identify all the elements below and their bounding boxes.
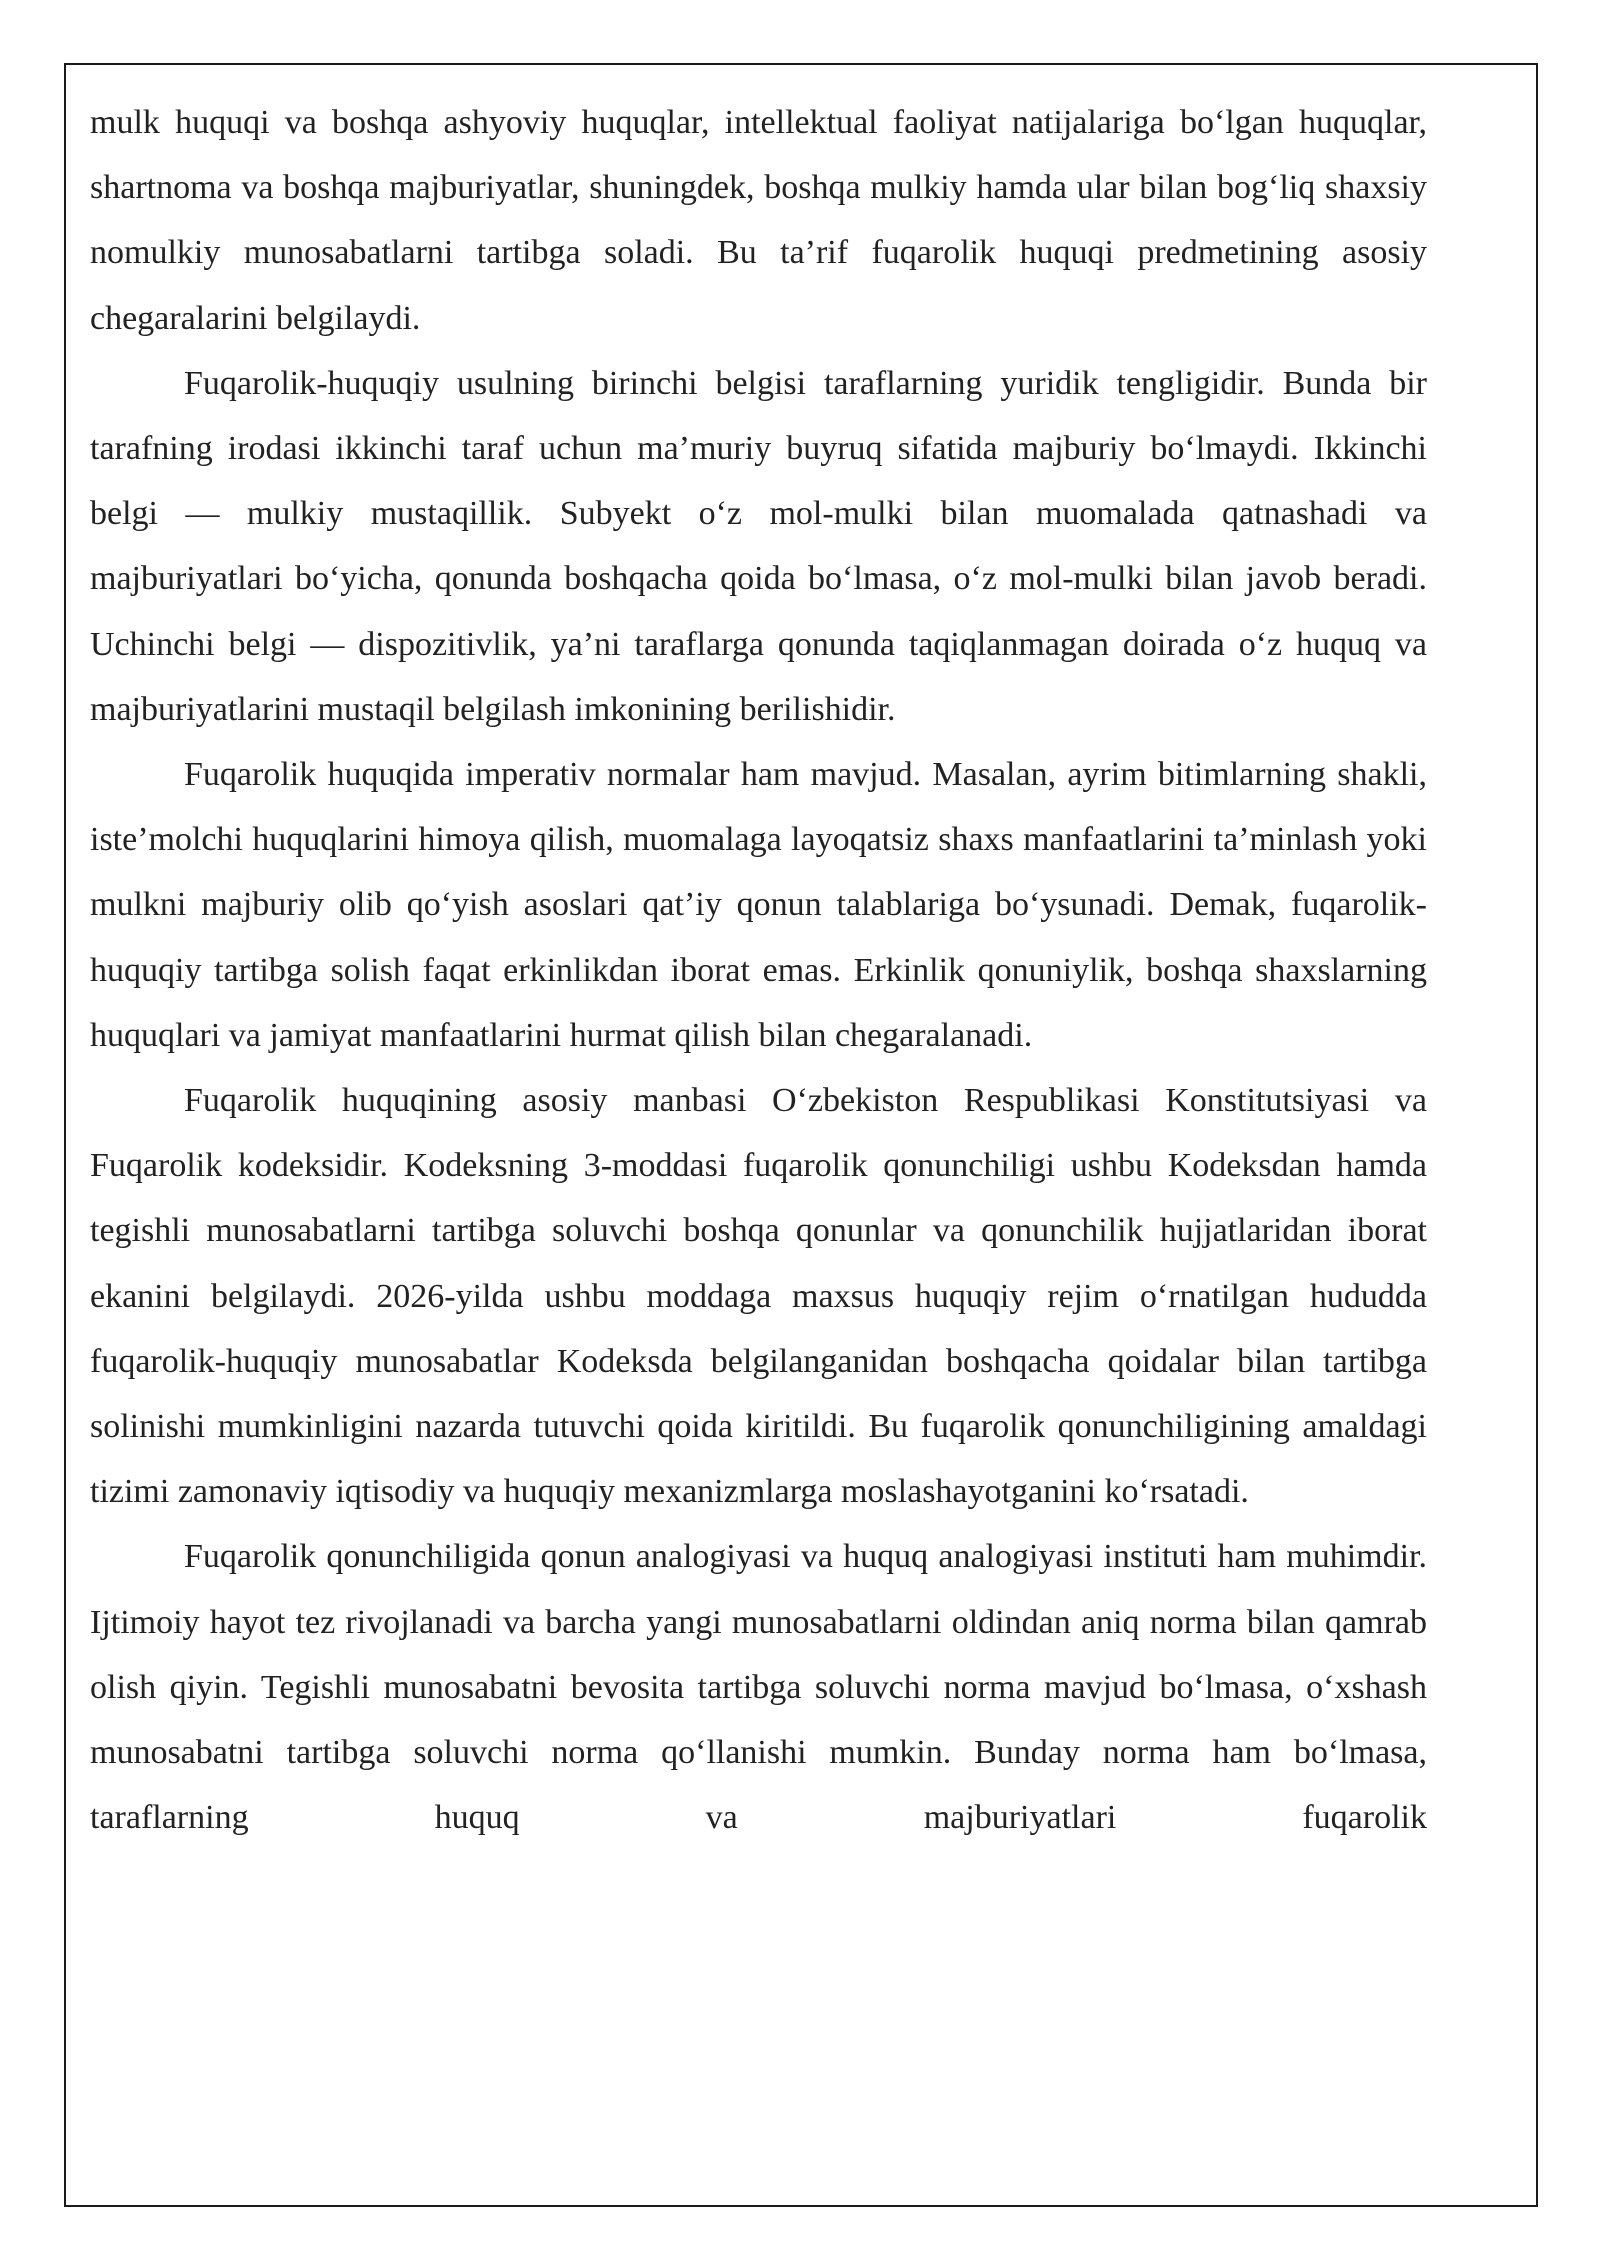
paragraph-2: Fuqarolik-huquqiy usulning birinchi belgisi taraflarning yuridik tengligidir. Bunda bir tarafning irodasi ikkinchi taraf uchun ma’muriy buyruq sifatida majburiy bo‘lmaydi. Ikkinchi belgi — mulkiy mustaqillik. Subyekt o‘z mol-mulki bilan muomalada qatnashadi va majburiyatlari bo‘yicha, qonunda boshqacha qoida bo‘lmasa, o‘z mol-mulki bilan javob beradi. Uchinchi belgi — dispozitivlik, ya’ni taraflarga qonunda taqiqlanmagan doirada o‘z huquq va majburiyatlarini mustaqil belgilash imkonining berilishidir.: [90, 364, 1427, 728]
paragraph-4: Fuqarolik huquqining asosiy manbasi O‘zbekiston Respublikasi Konstitutsiyasi va Fuqarolik kodeksidir. Kodeksning 3-moddasi fuqarolik qonunchiligi ushbu Kodeksdan hamda tegishli munosabatlarni tartibga soluvchi boshqa qonunlar va qonunchilik hujjatlaridan iborat ekanini belgilaydi. 2026-yilda ushbu moddaga maxsus huquqiy rejim o‘rnatilgan hududda fuqarolik-huquqiy munosabatlar Kodeksda belgilanganidan boshqacha qoidalar bilan tartibga solinishi mumkinligini nazarda tutuvchi qoida kiritildi. Bu fuqarolik qonunchiligining amaldagi tizimi zamonaviy iqtisodiy va huquqiy mexanizmlarga moslashayotganini ko‘rsatadi.: [90, 1082, 1427, 1511]
paragraph-1: mulk huquqi va boshqa ashyoviy huquqlar, intellektual faoliyat natijalariga bo‘lgan huquqlar, shartnoma va boshqa majburiyatlar, shuningdek, boshqa mulkiy hamda ular bilan bog‘liq shaxsiy nomulkiy munosabatlarni tartibga soladi. Bu ta’rif fuqarolik huquqi predmetining asosiy chegaralarini belgilaydi.: [90, 104, 1427, 337]
paragraph-3: Fuqarolik huquqida imperativ normalar ham mavjud. Masalan, ayrim bitimlarning shakli, iste’molchi huquqlarini himoya qilish, muomalaga layoqatsiz shaxs manfaatlarini ta’minlash yoki mulkni majburiy olib qo‘yish asoslari qat’iy qonun talablariga bo‘ysunadi. Demak, fuqarolik-huquqiy tartibga solish faqat erkinlikdan iborat emas. Erkinlik qonuniylik, boshqa shaxslarning huquqlari va jamiyat manfaatlarini hurmat qilish bilan chegaralanadi.: [90, 756, 1427, 1054]
paragraph-5: Fuqarolik qonunchiligida qonun analogiyasi va huquq analogiyasi instituti ham muhimdir. Ijtimoiy hayot tez rivojlanadi va barcha yangi munosabatlarni oldindan aniq norma bilan qamrab olish qiyin. Tegishli munosabatni bevosita tartibga soluvchi norma mavjud bo‘lmasa, o‘xshash munosabatni tartibga soluvchi norma qo‘llanishi mumkin. Bunday norma ham bo‘lmasa, taraflarning huquq va majburiyatlari fuqarolik: [90, 1538, 1427, 1837]
document-body: [90, 90, 1427, 1850]
